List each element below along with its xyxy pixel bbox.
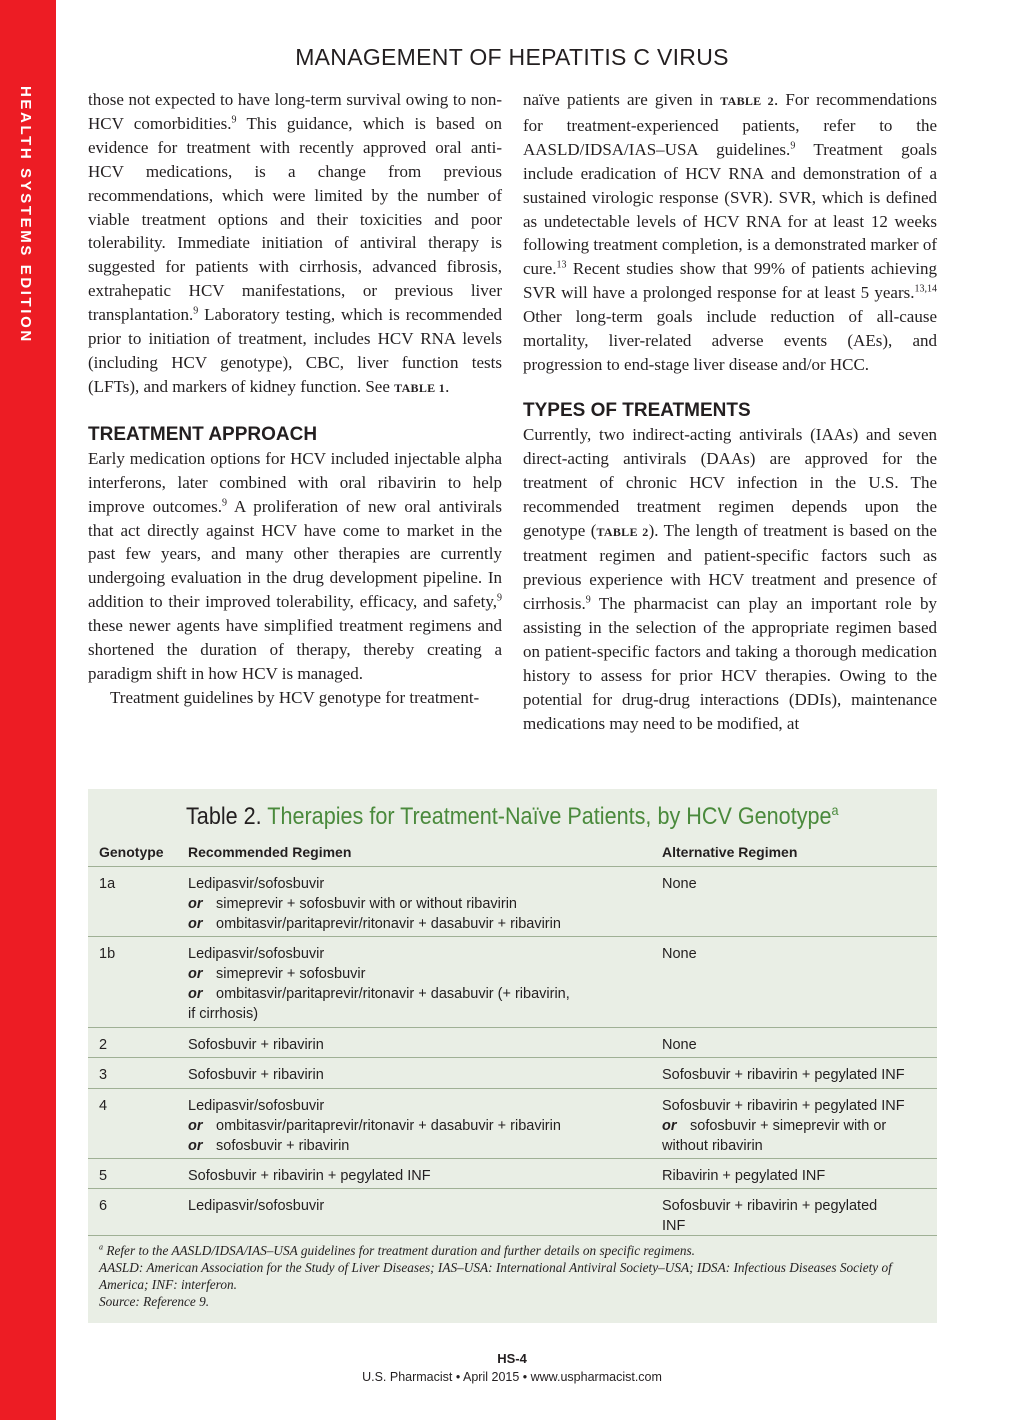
paragraph: Treatment guidelines by HCV genotype for treatment- [110, 687, 480, 707]
table-divider [88, 866, 937, 867]
paragraph: those not expected to have long-term survival owing to non-HCV comorbidities.$^9$ This guidance, which is based on evidence for treatment with recently approved oral anti-HCV medications, is a change from previous recommendations, which were limited by the number of viable treatment options and their toxicities and poor tolerability. Immediate initiation of antiviral therapy is suggested for patients with cirrhosis, advanced fibrosis, extrahepatic HCV manifestations, or previous liver transplantation.$^9$ Laboratory testing, which is recommended prior to initiation of treatment, includes HCV RNA levels (including HCV genotype), CBC, liver function tests (LFTs), and markers of kidney function. See TABLE 1. [88, 90, 502, 396]
table-notes [99, 1242, 929, 1310]
cell-recommended [188, 944, 570, 1024]
cell-genotype: 4 [99, 1098, 108, 1114]
row-divider [88, 1158, 937, 1159]
header-alternative: Alternative Regimen [662, 844, 798, 860]
cell-recommended [188, 1096, 561, 1156]
citation: 9 [585, 594, 591, 606]
regimen-line: if cirrhosis) [188, 1006, 259, 1022]
source: Source: Reference 9. [99, 1294, 210, 1309]
regimen-line: Sofosbuvir + ribavirin [188, 1067, 324, 1083]
regimen-line: or simeprevir + sofosbuvir [188, 966, 366, 982]
paragraph: Currently, two indirect-acting antivirals (IAAs) and seven direct-acting antivirals (DAAs) are approved for the treatment of chronic HCV infection in the U.S. The recommended treatment regimen depends upon the genotype (TABLE 2). The length of treatment is based on the treatment regimen and patient-specific factors such as previous experience with HCV treatment and presence of cirrhosis.$^9$ The pharmacist can play an important role by assisting in the selection of the appropriate regimen based on patient-specific factors and taking a thorough medication history to assess for prior HCV therapies. Owing to the potential for drug-drug interactions (DDIs), maintenance medications may need to be modified, at [523, 424, 937, 733]
or-label: or [188, 916, 203, 932]
section-heading: TYPES OF TREATMENTS [523, 399, 751, 421]
regimen-line: INF [662, 1218, 686, 1234]
paragraph: Early medication options for HCV included injectable alpha interferons, later combined with oral ribavirin to help improve outcomes.$^9$ A proliferation of new oral antivirals that act directly against HCV have come to market in the past few years, and many other therapies are currently undergoing evaluation in the drug development pipeline. In addition to their improved tolerability, efficacy, and safety,$^9$ these newer agents have simplified treatment regimens and shortened the duration of therapy, thereby creating a paradigm shift in how HCV is managed. [88, 448, 502, 683]
cell-alternative [662, 1065, 905, 1085]
or-label: or [662, 1118, 677, 1134]
table-bottom-divider [88, 1235, 937, 1236]
citation: 9 [193, 305, 199, 317]
header-recommended: Recommended Regimen [188, 844, 352, 860]
page-number: HS-4 [497, 1351, 527, 1366]
cell-genotype: 1a [99, 876, 116, 892]
cell-genotype: 2 [99, 1037, 108, 1053]
left-column [88, 88, 502, 710]
cell-genotype: 6 [99, 1198, 108, 1214]
cell-alternative [662, 1196, 877, 1236]
regimen-line: Sofosbuvir + ribavirin [188, 1037, 324, 1053]
paragraph: naïve patients are given in TABLE 2. For recommendations for treatment-experienced patients, refer to the AASLD/IDSA/IAS–USA guidelines.$^9$ Treatment goals include eradication of HCV RNA and demonstration of a sustained virologic response (SVR). SVR, which is defined as undetectable levels of HCV RNA for at least 12 weeks following treatment completion, is a demonstrated marker of cure.$^{13}$ Recent studies show that 99% of patients achieving SVR will have a prolonged response for at least 5 years.$^{13,14}$ Other long-term goals include reduction of all-cause mortality, liver-related adverse events (AEs), and progression to end-stage liver disease and/or HCC. [523, 90, 937, 374]
table-reference: TABLE 2 [720, 94, 774, 108]
cell-genotype: 1b [99, 946, 116, 962]
cell-alternative [662, 874, 697, 894]
or-label: or [188, 896, 203, 912]
section-label: HEALTH SYSTEMS EDITION [17, 86, 34, 344]
footnote: $^a$ Refer to the AASLD/IDSA/IAS–USA guidelines for treatment duration and further details on specific regimens. [99, 1242, 696, 1258]
cell-alternative [662, 1096, 905, 1156]
table-reference: TABLE 2 [596, 524, 649, 539]
citation: 9 [231, 114, 237, 126]
or-label: or [188, 1138, 203, 1154]
table-reference: TABLE 1 [394, 380, 446, 395]
or-label: or [188, 966, 203, 982]
regimen-line: None [662, 876, 697, 892]
or-label: or [188, 1118, 203, 1134]
cell-recommended [188, 1166, 431, 1186]
regimen-line: Ledipasvir/sofosbuvir [188, 946, 325, 962]
citation: 9 [221, 496, 227, 508]
cell-alternative [662, 1166, 825, 1186]
cell-genotype: 5 [99, 1168, 108, 1184]
running-head: MANAGEMENT OF HEPATITIS C VIRUS [295, 44, 729, 70]
regimen-line: Sofosbuvir + ribavirin + pegylated [662, 1198, 878, 1214]
table-title: Table 2. Therapies for Treatment-Naïve Patients, by HCV Genotype$^a$ [186, 802, 839, 830]
regimen-line: None [662, 946, 697, 962]
row-divider [88, 1188, 937, 1189]
regimen-line: Ledipasvir/sofosbuvir [188, 1098, 325, 1114]
regimen-line: Sofosbuvir + ribavirin + pegylated INF [188, 1168, 431, 1184]
cell-recommended [188, 874, 561, 934]
regimen-line: Ledipasvir/sofosbuvir [188, 876, 325, 892]
cell-alternative [662, 944, 697, 964]
regimen-line: or ombitasvir/paritaprevir/ritonavir + dasabuvir (+ ribavirin, [188, 986, 570, 1002]
citation: 13,14 [914, 283, 937, 295]
footer-publication: U.S. Pharmacist • April 2015 • www.uspharmacist.com [362, 1370, 662, 1384]
therapy-table [88, 789, 937, 1323]
regimen-line: or ombitasvir/paritaprevir/ritonavir + dasabuvir + ribavirin [188, 916, 561, 932]
cell-alternative [662, 1035, 697, 1055]
abbreviations: AASLD: American Association for the Study of Liver Diseases; IAS–USA: International Antiviral Society–USA; IDSA: Infectious Diseases Society of America; INF: interferon. [99, 1260, 892, 1292]
row-divider [88, 1088, 937, 1089]
right-column [523, 88, 937, 736]
regimen-line: Ribavirin + pegylated INF [662, 1168, 826, 1184]
section-heading: TREATMENT APPROACH [88, 423, 318, 445]
citation: 9 [790, 140, 796, 152]
section-side-bar [0, 0, 56, 1420]
citation: 9 [497, 592, 502, 604]
regimen-line: Sofosbuvir + ribavirin + pegylated INF [662, 1067, 905, 1083]
cell-genotype: 3 [99, 1067, 108, 1083]
regimen-line: or simeprevir + sofosbuvir with or without ribavirin [188, 896, 517, 912]
header-genotype: Genotype [99, 844, 164, 860]
cell-recommended [188, 1035, 324, 1055]
regimen-line: or sofosbuvir + simeprevir with or [662, 1118, 887, 1134]
citation: 13 [556, 259, 567, 271]
regimen-line: Ledipasvir/sofosbuvir [188, 1198, 325, 1214]
cell-recommended [188, 1065, 324, 1085]
regimen-line: or ombitasvir/paritaprevir/ritonavir + dasabuvir + ribavirin [188, 1118, 561, 1134]
cell-recommended [188, 1196, 324, 1216]
row-divider [88, 1057, 937, 1058]
regimen-line: None [662, 1037, 697, 1053]
or-label: or [188, 986, 203, 1002]
row-divider [88, 936, 937, 937]
regimen-line: without ribavirin [662, 1138, 763, 1154]
regimen-line: or sofosbuvir + ribavirin [188, 1138, 350, 1154]
row-divider [88, 1027, 937, 1028]
regimen-line: Sofosbuvir + ribavirin + pegylated INF [662, 1098, 905, 1114]
